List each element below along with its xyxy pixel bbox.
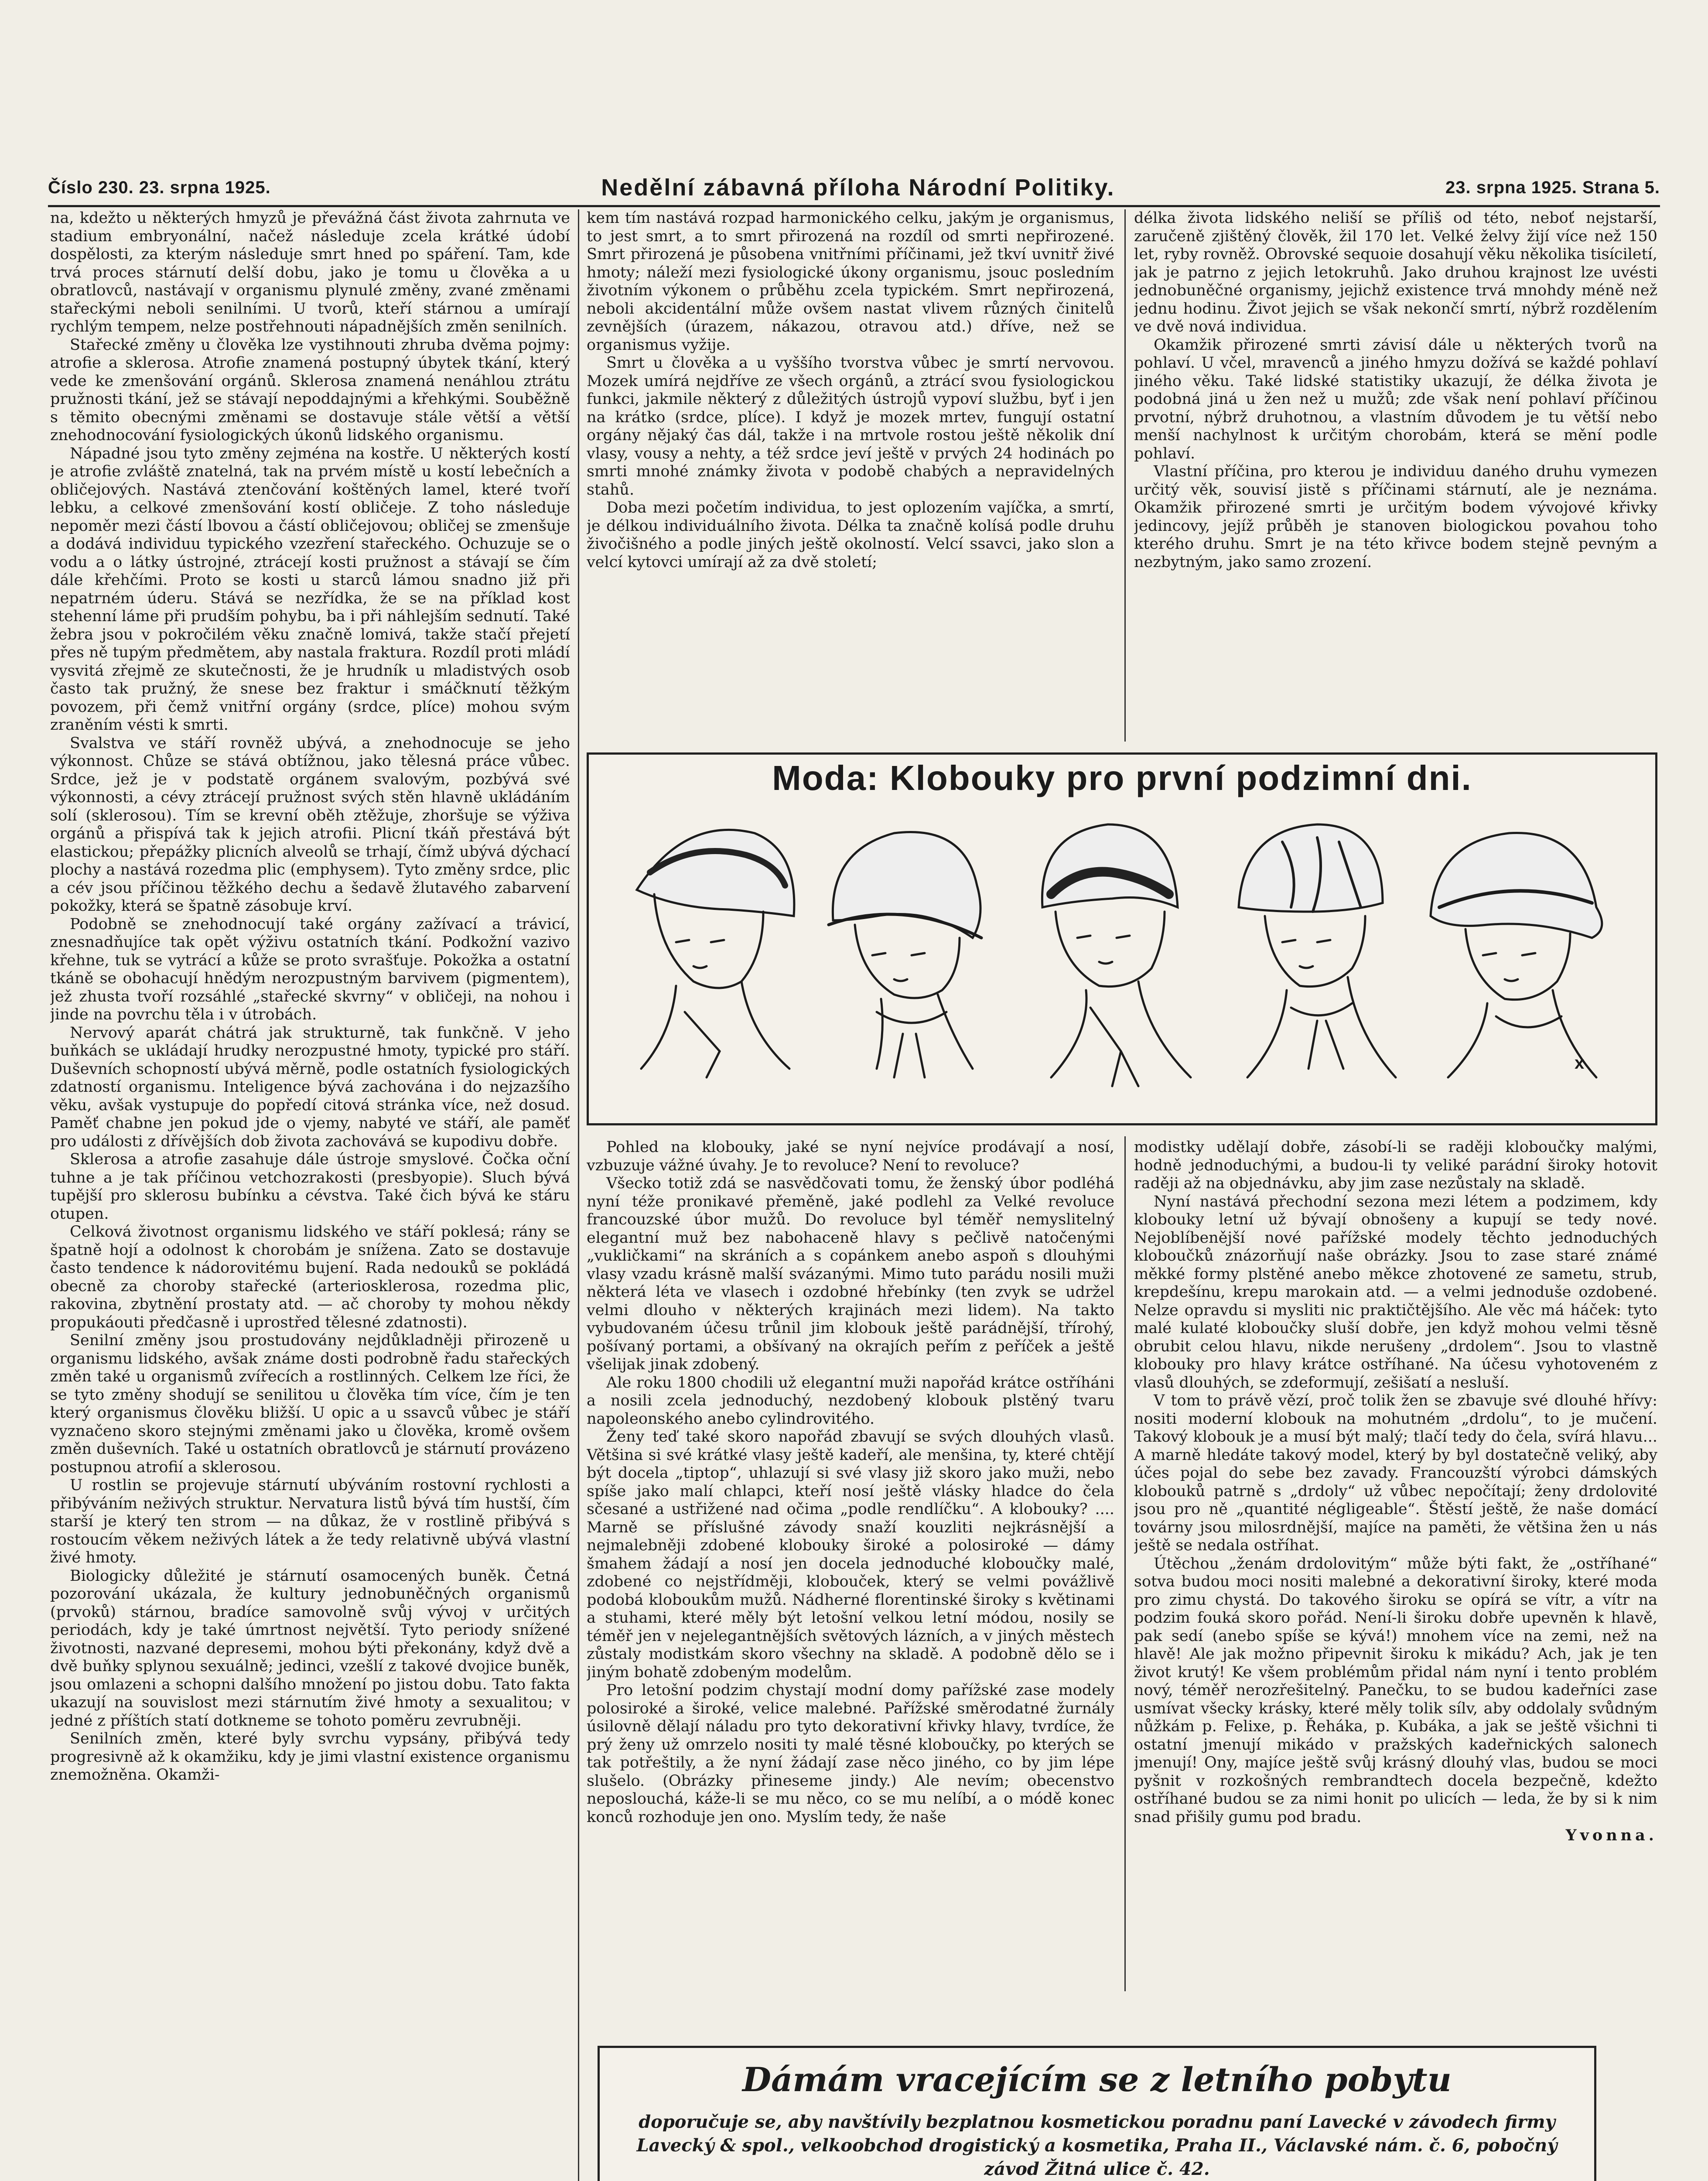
paragraph: Nervový aparát chátrá jak strukturně, tak funkčně. V jeho buňkách se ukládají hrudky nerozpustné hmoty, typické pro stáří. Duševních schopností ubývá měrně, podle ostatních fysiologických zdatností organismu. Inteligence bývá zachována i do nejzazšího věku, avšak vystupuje do popředí citová stránka více, než dosud. Paměť chabne jen pokud jde o vjemy, nabyté ve stáří, ale paměť pro události z dřívějších dob života zachovává se kupodivu dobře. [50,1024,570,1150]
paragraph: Sklerosa a atrofie zasahuje dále ústroje smyslové. Čočka oční tuhne a je tak příčinou vetchozrakosti (presbyopie). Sluch bývá tupější pro sklerosu bubínku a cévstva. Také čich bývá ke stáru otupen. [50,1151,570,1223]
advertisement-box [598,2046,1596,2181]
page-number: 23. srpna 1925. Strana 5. [1445,178,1660,197]
paragraph: délka života lidského neliší se příliš od této, neboť nejstarší, zaručeně zjištěný člověk, žil 170 let. Velké želvy žijí více než 150 let, ryby rovněž. Obrovské sequoie dosahují věku několika tisíciletí, jak je patrno z jejich letokruhů. Jako druhou krajnost lze uvésti jednobuněčné organismy, jejichž existence trvá mnohdy méně než jednu hodinu. Život jejich se však nekončí smrtí, nýbrž rozdělením ve dvě nová individua. [1134,209,1657,335]
fashion-illustration-box [587,752,1657,1125]
paragraph: U rostlin se projevuje stárnutí ubýváním rostovní rychlosti a přibýváním neživých struktur. Nervatura listů bývá tím hustší, čím starší je který ten strom — na důkaz, že v rostlině přibývá s rostoucím věkem neživých látek a že tedy relativně ubývá vlastní živé hmoty. [50,1477,570,1566]
ad-title: Dámám vracejícím se z letního pobytu [742,2060,1452,2099]
hat-illustration [602,807,1642,1112]
woman-with-hat-figure [1431,833,1602,1077]
paragraph: Svalstva ve stáří rovněž ubývá, a znehodnocuje se jeho výkonnost. Chůze se stává obtížnou, jako tělesná práce vůbec. Srdce, jež je v podstatě orgánem svalovým, pozbývá své výkonnosti, a cévy ztrácejí pružnost svých stěn hlavně ukládáním solí (sklerosou). Tím se krevní oběh ztěžuje, zhoršuje se výživa orgánů a přispívá tak k jejich atrofii. Plicní tkáň přestává být elastickou; přepážky plicních alveolů se trhají, čímž ubývá dýchací plochy a nastává rozedma plic (emphysem). Tyto změny srdce, plic a cév jsou příčinou těžkého dechu a šedavě žlutavého zabarvení pokožky, která se špatně zásobuje krví. [50,734,570,915]
article-column-1 [50,209,570,2181]
fashion-title: Moda: Klobouky pro první podzimní dni. [772,759,1472,797]
supplement-title: Nedělní zábavná příloha Národní Politiky. [601,174,1115,201]
paragraph: Senilní změny jsou prostudovány nejdůkladněji přirozeně u organismu lidského, avšak známe dosti podrobně řadu stařeckých změn také u organismů zvířecích a rostlinných. Celkem lze říci, že se tyto změny shodují se senilitou u člověka tím více, čím je ten který organismus člověku bližší. U opic a u ssavců vůbec je stáří vyznačeno skoro stejnými změnami jako u člověka, kromě ovšem změn duševních. Také u ostatních obratlovců je stárnutí provázeno postupnou atrofií a sklerosou. [50,1332,570,1476]
paragraph: Podobně se znehodnocují také orgány zažívací a trávicí, znesnadňujíce tak opět výživu ostatních tkání. Podkožní vazivo křehne, tuk se vytrácí a kůže se proto svrašťuje. Pokožka a ostatní tkáně se obohacují hnědým nerozpustným barvivem (pigmentem), jež zhusta tvoří rozsáhlé „stařecké skvrny“ v obličeji, na nohou i jinde na povrchu těla i v útrobách. [50,915,570,1023]
paragraph: Všecko totiž zdá se nasvědčovati tomu, že ženský úbor podléhá nyní téže pronikavé přeměně, jaké podlehl za Velké revoluce francouzské úbor mužů. Do revoluce byl téměř nemyslitelný elegantní muž bez nabohaceně hlavy s pečlivě natočenými „vukličkami“ na skráních a s copánkem anebo aspoň s dlouhými vlasy vzadu krásně malší svázanými. Mimo tuto parádu nosili muži některá léta ve vlasech i ozdobné hřebínky (ten zvyk se udržel velmi dlouho v některých krajinách mezi lidem). Na takto vybudovaném účesu trůnil jim klobouk ještě parádnější, třírohý, pošívaný portami, a obšívaný na okrajích peřím z peříček a ještě všelijak jinak zdobený. [587,1175,1114,1373]
paragraph: V tom to právě vězí, proč tolik žen se zbavuje své dlouhé hřívy: nositi moderní klobouk na mohutném „drdolu“, to je mučení. Takový klobouk je a musí být malý; tlačí tedy do čela, svírá hlavu... A marně hledáte takový model, který by byl dostatečně veliký, aby účes pojal do sebe bez zavady. Francouzští výrobci dámských klobouků patrně s „drdoly“ už vůbec nepočítají; ženy drdolovité jsou pro ně „quantité négligeable“. Štěstí ještě, že naše domácí továrny jsou milosrdnější, majíce na paměti, že většina žen u nás ještě se nedala ostříhat. [1134,1392,1657,1554]
author-signature: Yvonna. [1565,1826,1657,1844]
paragraph: modistky udělají dobře, zásobí-li se raději kloboučky malými, hodně jednoduchými, a budou-li ty veliké parádní široky hotovit raději až na objednávku, aby jim zase nezůstaly na skladě. [1134,1138,1657,1192]
woman-with-hat-figure [829,832,981,1078]
ad-body: doporučuje se, aby navštívily bezplatnou kosmetickou poradnu paní Lavecké v závodech firmy Lavecký & spol., velkoobchod drogistický a kosmetika, Praha II., Václavské nám. č. 6, pobočný závod Žitná ulice č. 42. [636,2112,1558,2179]
paragraph: Celková životnost organismu lidského ve stáří poklesá; rány se špatně hojí a odolnost k chorobám je snížena. Zato se dostavuje často tendence k nádorovitému bujení. Rada nedouků se pokládá obecně za choroby stařecké (arteriosklerosa, rozedma plic, rakovina, zbytnění prostaty atd. — ač choroby ty mohou někdy propukáouti předčasně i uprostřed tělesné zdatnosti). [50,1223,570,1331]
paragraph: Ženy teď také skoro napořád zbavují se svých dlouhých vlasů. Většina si své krátké vlasy ještě kadeří, ale menšina, ty, které chtějí být docela „tiptop“, uhlazují si své vlasy již skoro jako muži, nebo spíše jako malí chlapci, kteří nosí ještě vlásky hladce do čela sčesané a ustřižené nad očima „podle rendlíčku“. A klobouky? .... Marně se příslušné závody snaží kouzliti nejkrásnější a nejmalebněji zdobené klobouky široké a polosiroké — dámy šmahem žádají a nosí jen docela jednoduché kloboučky malé, zdobené co nejstřídměji, klobouček, který se velmi povážlivě podobá kloboukům mužů. Nádherné florentinské široky s květinami a stuhami, které měly být letošní velkou letní módou, nosily se téměř jen v nejelegantnějších světových lázních, a v jiných městech zůstaly modistkám skoro všechny na skladě. A podobně dělo se i jiným bohatě zdobeným modelům. [587,1428,1114,1681]
woman-with-hat-figure [1239,824,1396,1077]
paragraph: Biologicky důležité je stárnutí osamocených buněk. Četná pozorování ukázala, že kultury jednobuněčných organismů (prvoků) stárnou, bradíce samovolně svůj vývoj v určitých periodách, kdy je také úmrtnost největší. Tyto periody snížené životnosti, nazvané depresemi, mohou býti překonány, když dvě a dvě buňky splynou sexuálně; jedinci, vzešlí z takové dvojice buněk, jsou omlazeni a schopni dalšího množení po jistou dobu. Tato fakta ukazují na souvislost mezi stárnutím živé hmoty a sexualitou; v jedné z příštích statí dotkneme se tohoto poměru zevrubněji. [50,1567,570,1730]
paragraph: Okamžik přirozené smrti závisí dále u některých tvorů na pohlaví. U včel, mravenců a jiného hmyzu dožívá se každé pohlaví jiného věku. Také lidské statistiky ukazují, že délka života je podobná jiná u žen než u mužů; zde však není pohlaví příčinou prvotní, nýbrž druhotnou, a vlastním důvodem je tu větší nebo menší nachylnost k určitým chorobám, která se mění podle pohlaví. [1134,336,1657,462]
illustration-mark: x [1575,1053,1585,1073]
woman-with-hat-figure [637,830,794,1077]
paragraph: Pohled na klobouky, jaké se nyní nejvíce prodávají a nosí, vzbuzuje vážné úvahy. Je to revoluce? Není to revoluce? [587,1138,1114,1174]
paragraph: Senilních změn, které byly svrchu vypsány, přibývá tedy progresivně až k okamžiku, kdy je jimi vlastní existence organismu znemožněna. Okamži- [50,1730,570,1784]
paragraph: Smrt u člověka a u vyššího tvorstva vůbec je smrtí nervovou. Mozek umírá nejdříve ze všech orgánů, a ztrácí svou fysiologickou funkci, jakmile některý z důležitých ústrojů vypoví službu, byť i jen na krátko (srdce, plíce). I když je mozek mrtev, fungují ostatní orgány nějaký čas dál, takže i na mrtvole rostou ještě několik dní vlasy, vousy a nehty, a též srdce jeví ještě v prvých 24 hodinách po smrti mnohé známky života v podobě chabých a nepravidelných stahů. [587,354,1114,499]
column-separator [578,209,579,2181]
paragraph: na, kdežto u některých hmyzů je převážná část života zahrnuta ve stadium embryonální, načež následuje zcela krátké údobí dospělosti, za kterým následuje smrt hned po spáření. Tam, kde trvá proces stárnutí delší dobu, jako je tomu u člověka a u obratlovců, nastávají v organismu plynulé změny, zvané změnami stařeckými neboli senilními. U tvorů, kteří stárnou a umírají rychlým tempem, nelze postřehnouti nápadnějších změn senilních. [50,209,570,335]
fashion-article-column-1 [587,1138,1114,1989]
article-column-3 [1134,209,1657,742]
paragraph: kem tím nastává rozpad harmonického celku, jakým je organismus, to jest smrt, a to smrt přirozená na rozdíl od smrti nepřirozené. Smrt přirozená je působena vnitřními příčinami, jež tkví uvnitř živé hmoty; náleží mezi fysiologické úkony organismu, jsouc posledním životním výkonem o průběhu zcela typickém. Smrt nepřirozená, neboli akcidentální může ovšem nastat vlivem různých činitelů zevnějších (úrazem, nákazou, otravou atd.) dříve, než se organismus vyžije. [587,209,1114,354]
paragraph: Nápadné jsou tyto změny zejména na kostře. U některých kostí je atrofie zvláště znatelná, tak na prvém místě u kostí lebečních a obličejových. Nastává ztenčování koštěných lamel, které tvoří lebku, a celkové zmenšování kostí obličeje. Z toho následuje nepoměr mezi částí lbovou a částí obličejovou; obličej se zmenšuje a dodává individuu typického vzezření stařeckého. Ochuzuje se o vodu a o látky ústrojné, ztrácejí kosti pružnost a stávají se čím dále křehčími. Proto se kosti u starců lámou snadno již při nepatrném úderu. Stává se nezřídka, že se na příklad kost stehenní láme při prudším pohybu, ba i při náhlejším sednutí. Také žebra jsou v pokročilém věku značně lomivá, takže stačí přejetí přes ně tupým předmětem, aby nastala fraktura. Rozdíl proti mládí vysvitá zřejmě ze skutečnosti, že je hrudník u mladistvých osob často tak pružný, že snese bez fraktur i smáčknutí těžkým povozem, při čemž vnitřní orgány (srdce, plíce) mohou svým zraněním vésti k smrti. [50,444,570,734]
column-separator [1124,1136,1126,1991]
fashion-article-column-2 [1134,1138,1657,1989]
article-column-2 [587,209,1114,742]
paragraph: Pro letošní podzim chystají modní domy pařížské zase modely polosiroké a široké, velice malebné. Pařížské směrodatné žurnály úsilovně dělají náladu pro tyto dekorativní křivky hlavy, tvrdíce, že prý ženy už omrzelo nositi ty malé těsné kloboučky, po kterých se tak potřeštily, a že nyní žádají zase něco jiného, co by jim lépe slušelo. (Obrázky přineseme jindy.) Ale nevím; obecenstvo neposlouchá, káže-li se mu něco, co se mu nelíbí, a o módě konec konců rozhoduje jen ono. Myslím tedy, že naše [587,1682,1114,1826]
issue-info: Číslo 230. 23. srpna 1925. [48,178,271,197]
paragraph: Nyní nastává přechodní sezona mezi létem a podzimem, kdy klobouky letní už bývají obnošeny a kupují se tedy nové. Nejoblíbenější nové pařížské modely těchto jednoduchých kloboučků znázorňují naše obrázky. Jsou to zase staré známé měkké formy plstěné anebo měkce zhotovené ze sametu, strub, krepdešínu, krepu marokain atd. — a velmi jednoduše ozdobené. Nelze opravdu si mysliti nic praktičtějšího. Ale věc má háček: tyto malé kulaté kloboučky sluší dobře, jen když mohou velmi těsně obrubit celou hlavu, nikde nerušeny „drdolem“. Jsou to vlastně klobouky pro hlavy krátce ostříhané. Na účesu vyhotoveném z vlasů dlouhých, se zdeformují, zešišatí a nesluší. [1134,1193,1657,1391]
page-header [48,172,1660,203]
column-separator [1124,209,1126,742]
paragraph: Útěchou „ženám drdolovitým“ může býti fakt, že „ostříhané“ sotva budou moci nositi malebné a dekorativní široky, které moda pro zimu chystá. Do takového široku se opírá se vítr, a vítr na podzim fouká skoro pořád. Není-li široku dobře upevněn k hlavě, pak sedí (anebo spíše se kývá!) mnohem více na zemi, než na hlavě! Ale jak možno připevnit široku k mikádu? Ach, jak je ten život krutý! Ke všem problémům přidal nám nyní i tento problém nový, téměř nerozřešitelný. Panečku, to se budou kadeřníci zase usmívat všecky krásky, které měly tolik sílv, aby oddolaly svůdným nůžkám p. Felixe, p. Řeháka, p. Kubáka, a jak se ještě všichni ti ostatní jmenují mikádo v pražských kadeřnických salonech jmenují! Ony, majíce ještě svůj krásný dlouhý vlas, budou se moci pyšnit v rozkošných rembrandtech docela bezpečně, kdežto ostříhané budou se za nimi honit po ulicích — leda, že by si k nim snad přišily gumu pod bradu. [1134,1555,1657,1826]
paragraph: Ale roku 1800 chodili už elegantní muži napořád krátce ostříháni a nosili zcela jednoduchý, nezdobený klobouk plstěný tvaru napoleonského anebo cylindrovitého. [587,1374,1114,1428]
header-rule [48,205,1660,207]
paragraph: Vlastní příčina, pro kterou je individuu daného druhu vymezen určitý věk, souvisí jistě s příčinami stárnutí, ale je neznáma. Okamžik přirozené smrti je určitým bodem vývojové křivky jedincovy, jejíž průběh je stanoven biologickou povahou toho kterého druhu. Smrt je na této křivce bodem stejně pevným a nezbytným, jako samo zrození. [1134,463,1657,571]
paragraph: Doba mezi početím individua, to jest oplozením vajíčka, a smrtí, je délkou individuálního života. Délka ta značně kolísá podle druhu živočišného a podle jiných ještě okolností. Velcí ssavci, jako slon a velcí kytovci umírají až za dvě století; [587,499,1114,571]
woman-with-hat-figure [1042,824,1191,1086]
paragraph: Stařecké změny u člověka lze vystihnouti zhruba dvěma pojmy: atrofie a sklerosa. Atrofie znamená postupný úbytek tkání, který vede ke zmenšování orgánů. Sklerosa znamená nenáhlou ztrátu pružnosti tkání, jež se stávají nepoddajnými a křehkými. Souběžně s těmito obecnými změnami se dostavuje stále větší a větší znehodnocování fysiologických úkonů lidského organismu. [50,336,570,444]
